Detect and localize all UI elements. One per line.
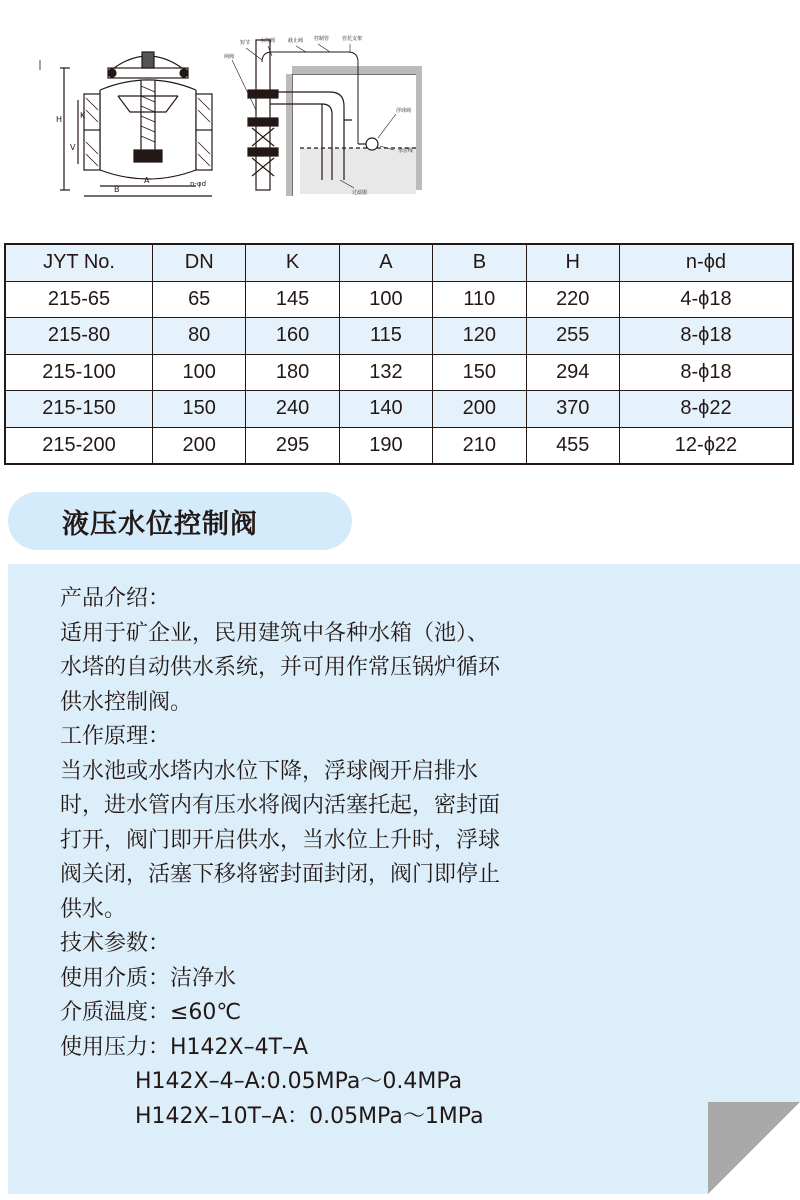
header-cell-model: JYT No. bbox=[5, 244, 153, 281]
table-cell: 80 bbox=[153, 318, 246, 355]
table-cell: 190 bbox=[339, 427, 432, 464]
table-cell: 210 bbox=[433, 427, 526, 464]
table-row bbox=[5, 354, 793, 391]
spec-table-header-row bbox=[5, 244, 793, 281]
text-line: 水塔的自动供水系统，并可用作常压锅炉循环 bbox=[60, 655, 501, 680]
table-cell: 12-ϕ22 bbox=[619, 427, 793, 464]
table-cell: 145 bbox=[246, 281, 339, 318]
table-cell: 200 bbox=[433, 391, 526, 428]
param-medium: 使用介质：洁净水 bbox=[60, 965, 237, 991]
text-line: 时，进水管内有压水将阀内活塞托起，密封面 bbox=[60, 793, 501, 818]
table-cell: 255 bbox=[526, 318, 619, 355]
table-cell: 140 bbox=[339, 391, 432, 428]
table-cell: 215-150 bbox=[5, 391, 153, 428]
section-heading-principle: 工作原理： bbox=[60, 724, 171, 749]
table-row bbox=[5, 427, 793, 464]
param-pressure-range-2: H142X–10T–A：0.05MPa～1MPa bbox=[135, 1103, 484, 1129]
table-row bbox=[5, 318, 793, 355]
install-label-water-level: 水位线 bbox=[398, 148, 414, 154]
table-cell: 295 bbox=[246, 427, 339, 464]
table-cell: 65 bbox=[153, 281, 246, 318]
dim-label-k: K bbox=[80, 111, 86, 120]
table-cell: 110 bbox=[433, 281, 526, 318]
dim-label-h: H bbox=[56, 115, 63, 124]
header-cell-k: K bbox=[246, 244, 339, 281]
text-line: 打开，阀门即开启供水，当水位上升时，浮球 bbox=[60, 827, 501, 853]
product-title: 液压水位控制阀 bbox=[62, 509, 258, 540]
param-temperature: 介质温度：≤60℃ bbox=[60, 1000, 242, 1025]
table-cell: 215-200 bbox=[5, 427, 153, 464]
table-cell: 294 bbox=[526, 354, 619, 391]
table-cell: 220 bbox=[526, 281, 619, 318]
table-cell: 115 bbox=[339, 318, 432, 355]
product-title-banner bbox=[8, 492, 352, 550]
table-cell: 100 bbox=[153, 354, 246, 391]
table-cell: 455 bbox=[526, 427, 619, 464]
table-cell: 8-ϕ18 bbox=[619, 354, 793, 391]
text-line: 当水池或水塔内水位下降，浮球阀开启排水 bbox=[60, 758, 479, 784]
description-text bbox=[60, 582, 620, 1134]
technical-drawings bbox=[0, 0, 800, 240]
table-cell: 100 bbox=[339, 281, 432, 318]
install-label-float-valve: 浮球阀 bbox=[396, 108, 412, 114]
table-cell: 215-100 bbox=[5, 354, 153, 391]
table-cell: 120 bbox=[433, 318, 526, 355]
dim-label-b: B bbox=[114, 185, 120, 194]
header-cell-h: H bbox=[526, 244, 619, 281]
valve-section-drawing bbox=[40, 52, 212, 196]
section-heading-intro: 产品介绍： bbox=[60, 586, 171, 611]
table-cell: 215-65 bbox=[5, 281, 153, 318]
install-label-stop-valve: 截止阀 bbox=[288, 38, 304, 44]
dim-label-v: V bbox=[70, 143, 76, 152]
table-cell: 8-ϕ22 bbox=[619, 391, 793, 428]
install-label-pipe-bracket: 管托支架 bbox=[342, 36, 363, 42]
header-cell-b: B bbox=[433, 244, 526, 281]
text-line: 适用于矿企业，民用建筑中各种水箱（池）、 bbox=[60, 620, 490, 646]
spec-table bbox=[4, 243, 794, 465]
install-label-control-pipe: 控制管 bbox=[314, 36, 330, 42]
dim-label-nd: n-φd bbox=[190, 180, 207, 188]
table-cell: 8-ϕ18 bbox=[619, 318, 793, 355]
table-cell: 240 bbox=[246, 391, 339, 428]
text-line: 阀关闭，活塞下移将密封面封闭，阀门即停止 bbox=[60, 862, 501, 887]
install-label-gate-valve: 闸阀 bbox=[224, 54, 235, 60]
table-cell: 150 bbox=[153, 391, 246, 428]
header-cell-dn: DN bbox=[153, 244, 246, 281]
table-cell: 200 bbox=[153, 427, 246, 464]
header-cell-nd: n-ϕd bbox=[619, 244, 793, 281]
dim-label-a: A bbox=[144, 176, 150, 185]
section-heading-params: 技术参数： bbox=[60, 931, 171, 956]
param-pressure: 使用压力：H142X–4T–A bbox=[60, 1034, 309, 1060]
table-row bbox=[5, 391, 793, 428]
install-label-water-valve: 水控阀 bbox=[260, 38, 276, 44]
table-row bbox=[5, 281, 793, 318]
installation-diagram bbox=[232, 40, 422, 196]
page-curl-corner bbox=[708, 1102, 800, 1194]
table-cell: 4-ϕ18 bbox=[619, 281, 793, 318]
table-cell: 160 bbox=[246, 318, 339, 355]
table-cell: 150 bbox=[433, 354, 526, 391]
table-cell: 370 bbox=[526, 391, 619, 428]
table-cell: 132 bbox=[339, 354, 432, 391]
install-label-short-pipe: 短节 bbox=[240, 40, 251, 46]
text-line: 供水控制阀。 bbox=[60, 689, 193, 715]
text-line: 供水。 bbox=[60, 896, 127, 922]
table-cell: 215-80 bbox=[5, 318, 153, 355]
table-cell: 180 bbox=[246, 354, 339, 391]
param-pressure-range-1: H142X–4–A:0.05MPa～0.4MPa bbox=[135, 1069, 463, 1094]
header-cell-a: A bbox=[339, 244, 432, 281]
install-label-filter: 过滤器 bbox=[352, 190, 368, 196]
